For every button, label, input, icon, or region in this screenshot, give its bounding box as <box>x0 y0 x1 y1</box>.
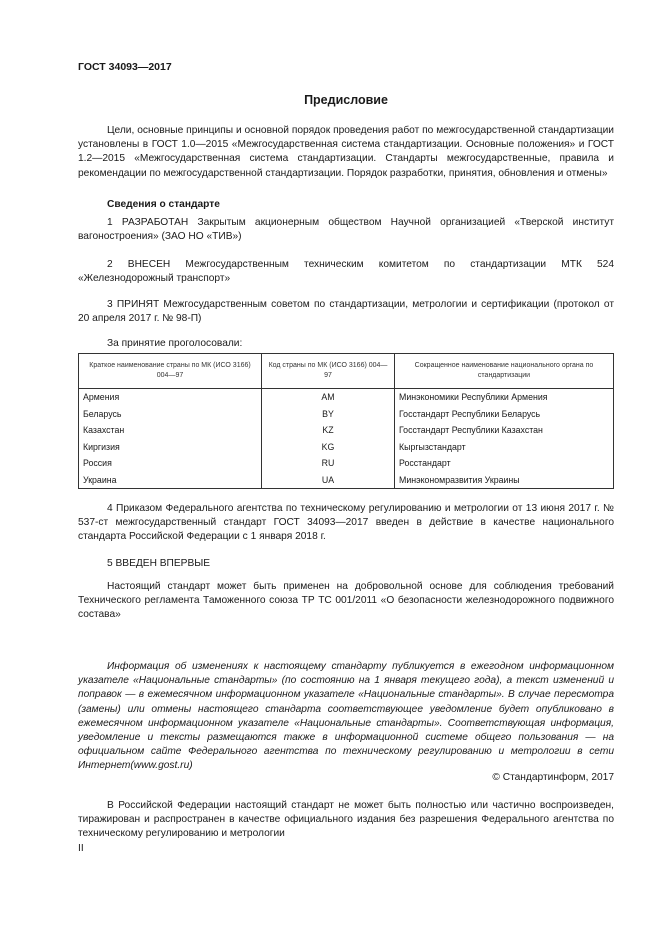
country-cell: Россия <box>79 455 262 472</box>
code-cell: BY <box>262 406 395 423</box>
table-row <box>79 439 614 456</box>
body-cell: Госстандарт Республики Казахстан <box>395 422 614 439</box>
code-cell: KG <box>262 439 395 456</box>
vote-label: За принятие проголосовали: <box>107 338 243 349</box>
rights-paragraph: В Российской Федерации настоящий стандарт не может быть полностью или частично воспроизведен, тиражирован и распространен в качестве официального издания без разрешения Федерального агентства по техническому регулированию и метрологии <box>78 800 614 840</box>
note-paragraph: Настоящий стандарт может быть применен на добровольной основе для соблюдения требований Технического регламента Таможенного союза ТР ТС 001/2011 «О безопасности железнодорожного подвижного состава» <box>78 581 614 621</box>
copyright: © Стандартинформ, 2017 <box>492 772 614 783</box>
table-row <box>79 389 614 406</box>
page-title: Предисловие <box>304 93 388 107</box>
document-id: ГОСТ 34093—2017 <box>78 61 172 73</box>
table-row <box>79 472 614 489</box>
table-row <box>79 422 614 439</box>
item-4: 4 Приказом Федерального агентства по техническому регулированию и метрологии от 13 июня 2017 г. № 537-ст межгосударственный стандарт ГОСТ 34093—2017 введен в действие в качестве национального стандарта Российской Федерации с 1 января 2018 г. <box>78 503 614 543</box>
body-cell: Кыргызстандарт <box>395 439 614 456</box>
info-block: Информация об изменениях к настоящему стандарту публикуется в ежегодном информационном указателе «Национальные стандарты» (по состоянию на 1 января текущего года), а текст изменений и поправок — в ежемесячном информационном указателе «Национальные стандарты». В случае пересмотра (замены) или отмены настоящего стандарта соответствующее уведомление будет опубликовано в ежемесячном информационном указателе «Национальные стандарты». Соответствующая информация, уведомление и тексты размещаются также в информационной системе общего пользования — на официальном сайте Федерального агентства по техническому регулированию и метрологии в сети Интернет(www.gost.ru) <box>78 661 614 772</box>
item-2: 2 ВНЕСЕН Межгосударственным техническим комитетом по стандартизации МТК 524 «Железнодорожный транспорт» <box>78 259 614 285</box>
country-cell: Беларусь <box>79 406 262 423</box>
page-number: II <box>78 843 84 854</box>
item-3: 3 ПРИНЯТ Межгосударственным советом по стандартизации, метрологии и сертификации (протокол от 20 апреля 2017 г. № 98-П) <box>78 299 614 325</box>
item-1: 1 РАЗРАБОТАН Закрытым акционерным обществом Научной организацией «Тверской институт вагоностроения» (ЗАО НО «ТИВ») <box>78 217 614 243</box>
code-cell: UA <box>262 472 395 489</box>
country-cell: Киргизия <box>79 439 262 456</box>
body-cell: Госстандарт Республики Беларусь <box>395 406 614 423</box>
country-cell: Армения <box>79 389 262 406</box>
intro-paragraph: Цели, основные принципы и основной порядок проведения работ по межгосударственной стандартизации установлены в ГОСТ 1.0—2015 «Межгосударственная система стандартизации. Основные положения» и ГОСТ 1.2—2015 «Межгосударственная система стандартизации. Стандарты межгосударственные, правила и рекомендации по межгосударственной стандартизации. Порядок разработки, принятия, обновления и отмены» <box>78 125 614 179</box>
col-header-body: Сокращенное наименование национального органа по стандартизации <box>395 354 614 389</box>
body-cell: Минэкономразвития Украины <box>395 472 614 489</box>
code-cell: AM <box>262 389 395 406</box>
voting-table <box>78 353 614 489</box>
table-row <box>79 406 614 423</box>
country-cell: Украина <box>79 472 262 489</box>
body-cell: Росстандарт <box>395 455 614 472</box>
table-row <box>79 455 614 472</box>
col-header-code: Код страны по МК (ИСО 3166) 004—97 <box>262 354 395 389</box>
body-cell: Минэкономики Республики Армения <box>395 389 614 406</box>
section-heading: Сведения о стандарте <box>107 199 220 210</box>
col-header-country: Краткое наименование страны по МК (ИСО 3166) 004—97 <box>79 354 262 389</box>
code-cell: RU <box>262 455 395 472</box>
country-cell: Казахстан <box>79 422 262 439</box>
code-cell: KZ <box>262 422 395 439</box>
item-5: 5 ВВЕДЕН ВПЕРВЫЕ <box>107 558 211 569</box>
